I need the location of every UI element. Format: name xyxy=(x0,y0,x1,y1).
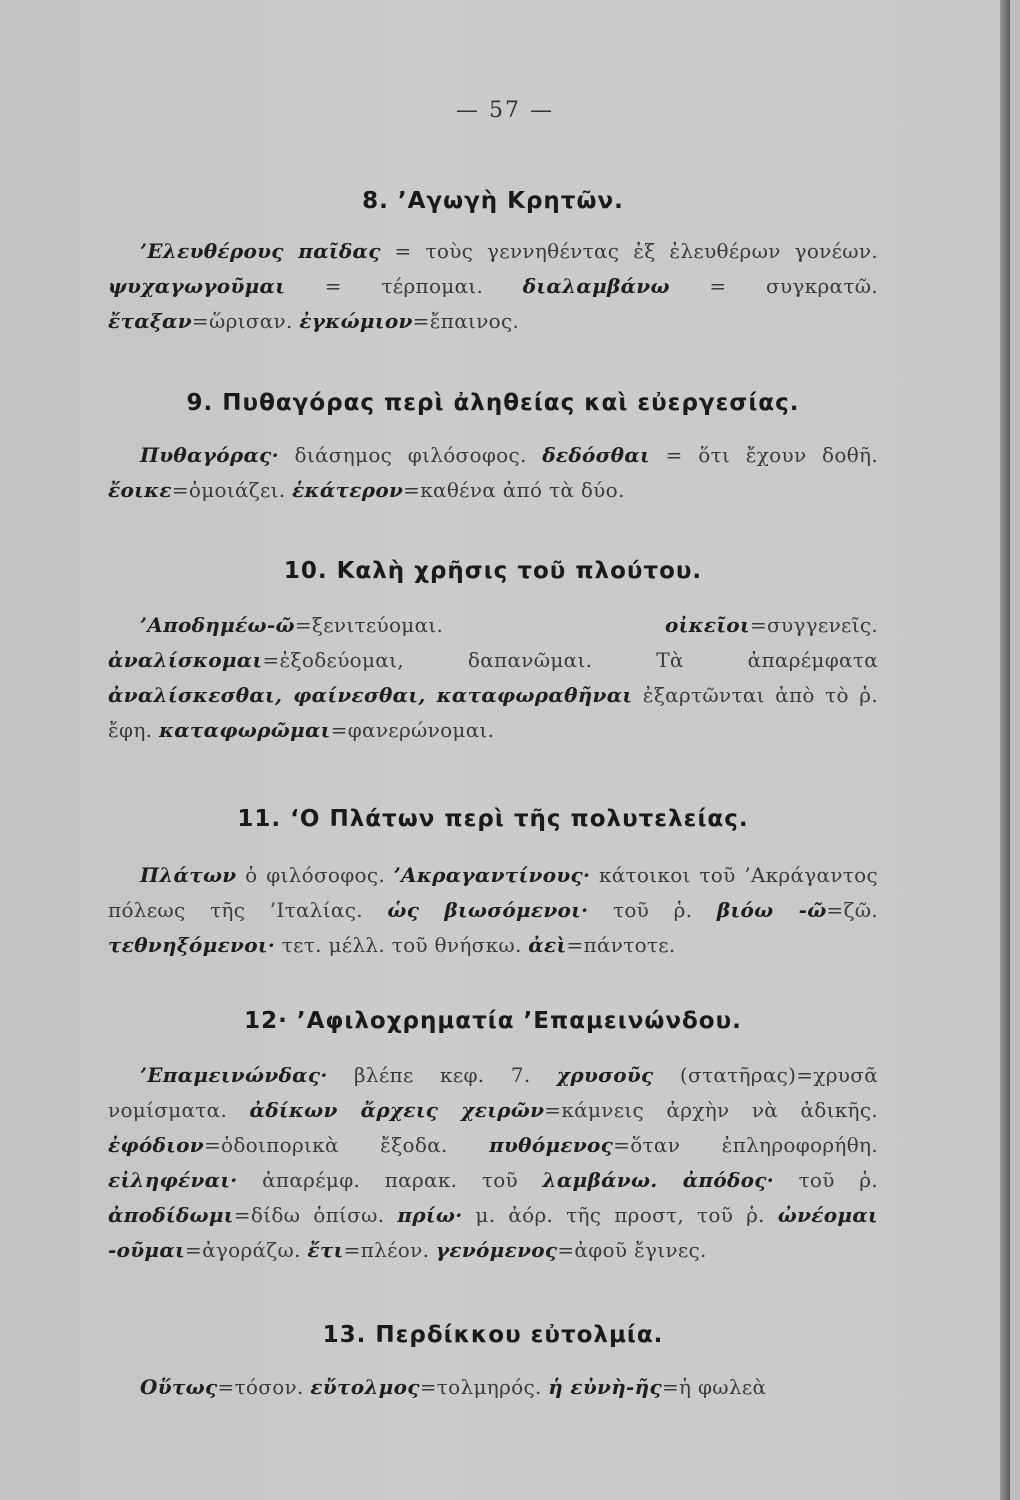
section-10 xyxy=(108,558,878,748)
glossary-term: εὔτολμος xyxy=(310,1375,420,1399)
glossary-term: δεδόσθαι xyxy=(542,443,650,467)
glossary-definition: =τόσον. xyxy=(217,1375,311,1399)
glossary-term: γενόμενος xyxy=(435,1238,558,1262)
section-heading: 12· ’Αφιλοχρηματία ’Επαμεινώνδου. xyxy=(244,1008,742,1034)
glossary-definition: =φανερώνομαι. xyxy=(330,718,495,742)
section-11 xyxy=(108,806,878,963)
glossary-term: ἡ εὐνὴ-ῆς xyxy=(548,1375,662,1399)
glossary-term: Πυθαγόρας· xyxy=(140,443,279,467)
page-number: — 57 — xyxy=(456,98,554,123)
glossary-definition: τοῦ ῥ. xyxy=(588,898,717,922)
glossary-term: Οὕτως xyxy=(140,1375,218,1399)
glossary-term: λαμβάνω. ἀπόδος· xyxy=(542,1168,775,1192)
glossary-definition: =συγγενεῖς. xyxy=(749,613,878,637)
glossary-definition: =ζῶ. xyxy=(826,898,879,922)
glossary-definition: =κάμνεις ἀρχὴν νὰ ἀδικῆς. xyxy=(544,1098,878,1122)
glossary-definition: (στατῆρας)=χρυσᾶ νομίσματα. xyxy=(108,1063,878,1122)
glossary-term: ἀναλίσκομαι xyxy=(108,648,263,672)
glossary-term: ψυχαγωγοῦμαι xyxy=(108,274,286,298)
glossary-term: οἰκεῖοι xyxy=(664,613,750,637)
glossary-term: ’Ακραγαντίνους· xyxy=(393,863,591,887)
glossary-definition: =ξενιτεύομαι. xyxy=(294,613,665,637)
section-heading: 9. Πυθαγόρας περὶ ἀληθείας καὶ εὐεργεσίας. xyxy=(186,390,800,416)
glossary-paragraph xyxy=(108,608,878,748)
glossary-definition: μ. ἀόρ. τῆς προστ, τοῦ ῥ. xyxy=(462,1203,778,1227)
glossary-term: ἀδίκων ἄρχεις χειρῶν xyxy=(249,1098,545,1122)
glossary-definition: ἐξαρτῶνται ἀπὸ τὸ ῥ. ἔφη. xyxy=(108,683,878,742)
glossary-definition: = συγκρατῶ. xyxy=(669,274,878,298)
glossary-paragraph xyxy=(108,438,878,508)
glossary-definition: = τέρπομαι. xyxy=(285,274,523,298)
glossary-definition: =ἀγοράζω. xyxy=(185,1238,308,1262)
glossary-definition: =ὁμοιάζει. xyxy=(171,478,293,502)
glossary-term: εἰληφέναι· xyxy=(108,1168,238,1192)
section-9 xyxy=(108,390,878,508)
glossary-definition: =δίδω ὀπίσω. xyxy=(233,1203,398,1227)
glossary-term: βιόω -ῶ xyxy=(716,898,827,922)
glossary-definition: =ἀφοῦ ἔγινες. xyxy=(557,1238,707,1262)
glossary-term: ἔταξαν xyxy=(108,309,192,333)
glossary-term: ἑκάτερον xyxy=(292,478,404,502)
glossary-term: ἀποδίδωμι xyxy=(108,1203,234,1227)
glossary-definition: =τολμηρός. xyxy=(419,1375,549,1399)
glossary-definition: =πάντοτε. xyxy=(566,933,676,957)
glossary-definition: =ἔπαινος. xyxy=(412,309,520,333)
glossary-definition: τοῦ ῥ. xyxy=(774,1168,878,1192)
section-heading: 13. Περδίκκου εὐτολμία. xyxy=(322,1322,664,1348)
glossary-term: πυθόμενος xyxy=(489,1133,614,1157)
book-spine-shadow xyxy=(1000,0,1010,1500)
glossary-term: ’Αποδημέω-ῶ xyxy=(140,613,295,637)
glossary-paragraph xyxy=(108,234,878,339)
glossary-term: ἀεὶ xyxy=(528,933,567,957)
glossary-term: ἔοικε xyxy=(108,478,172,502)
glossary-definition: =ἐξοδεύομαι, δαπανῶμαι. Τὰ ἀπαρέμφατα xyxy=(262,648,878,672)
glossary-definition: = ὅτι ἔχουν δοθῆ. xyxy=(649,443,878,467)
glossary-definition: = τοὺς γεννηθέντας ἐξ ἐλευθέρων γονέων. xyxy=(380,239,879,263)
section-heading: 11. ‘Ο Πλάτων περὶ τῆς πολυτελείας. xyxy=(237,806,749,832)
glossary-definition: =ἡ φωλεὰ xyxy=(661,1375,767,1399)
glossary-term: ’Ελευθέρους παῖδας xyxy=(140,239,381,263)
glossary-term: ὠνέομαι -οῦμαι xyxy=(108,1203,879,1262)
glossary-term: Πλάτων xyxy=(140,863,237,887)
glossary-definition: =ὅταν ἐπληροφορήθη. xyxy=(613,1133,878,1157)
glossary-definition: =ὁδοιπορικὰ ἔξοδα. xyxy=(203,1133,490,1157)
section-heading: 8. ’Αγωγὴ Κρητῶν. xyxy=(362,188,624,214)
glossary-definition: βλέπε κεφ. 7. xyxy=(327,1063,557,1087)
glossary-term: διαλαμβάνω xyxy=(522,274,670,298)
glossary-definition: διάσημος φιλόσοφος. xyxy=(278,443,543,467)
glossary-paragraph xyxy=(108,1058,878,1268)
section-8 xyxy=(108,188,878,339)
glossary-term: πρίω· xyxy=(397,1203,463,1227)
glossary-definition: τετ. μέλλ. τοῦ θνήσκω. xyxy=(275,933,529,957)
glossary-paragraph xyxy=(108,858,878,963)
glossary-term: ἔτι xyxy=(307,1238,344,1262)
glossary-term: ἐγκώμιον xyxy=(299,309,413,333)
glossary-term: τεθνηξόμενοι· xyxy=(108,933,276,957)
glossary-paragraph xyxy=(108,1370,878,1405)
glossary-term: ’Επαμεινώνδας· xyxy=(140,1063,328,1087)
glossary-definition: =καθένα ἀπό τὰ δύο. xyxy=(403,478,625,502)
glossary-definition: κάτοικοι τοῦ ’Ακράγαντος πόλεως τῆς ’Ιταλίας. xyxy=(108,863,878,922)
glossary-term: ἀναλίσκεσθαι, φαίνεσθαι, καταφωραθῆναι xyxy=(108,683,633,707)
section-13 xyxy=(108,1322,878,1405)
glossary-term: χρυσοῦς xyxy=(556,1063,654,1087)
glossary-definition: =ὥρισαν. xyxy=(191,309,300,333)
glossary-term: ἐφόδιον xyxy=(108,1133,204,1157)
glossary-definition: ὁ φιλόσοφος. xyxy=(236,863,394,887)
section-heading: 10. Καλὴ χρῆσις τοῦ πλούτου. xyxy=(283,558,703,584)
glossary-term: καταφωρῶμαι xyxy=(158,718,331,742)
glossary-term: ὡς βιωσόμενοι· xyxy=(387,898,589,922)
glossary-definition: ἀπαρέμφ. παρακ. τοῦ xyxy=(237,1168,543,1192)
glossary-definition: =πλέον. xyxy=(343,1238,436,1262)
section-12 xyxy=(108,1008,878,1268)
